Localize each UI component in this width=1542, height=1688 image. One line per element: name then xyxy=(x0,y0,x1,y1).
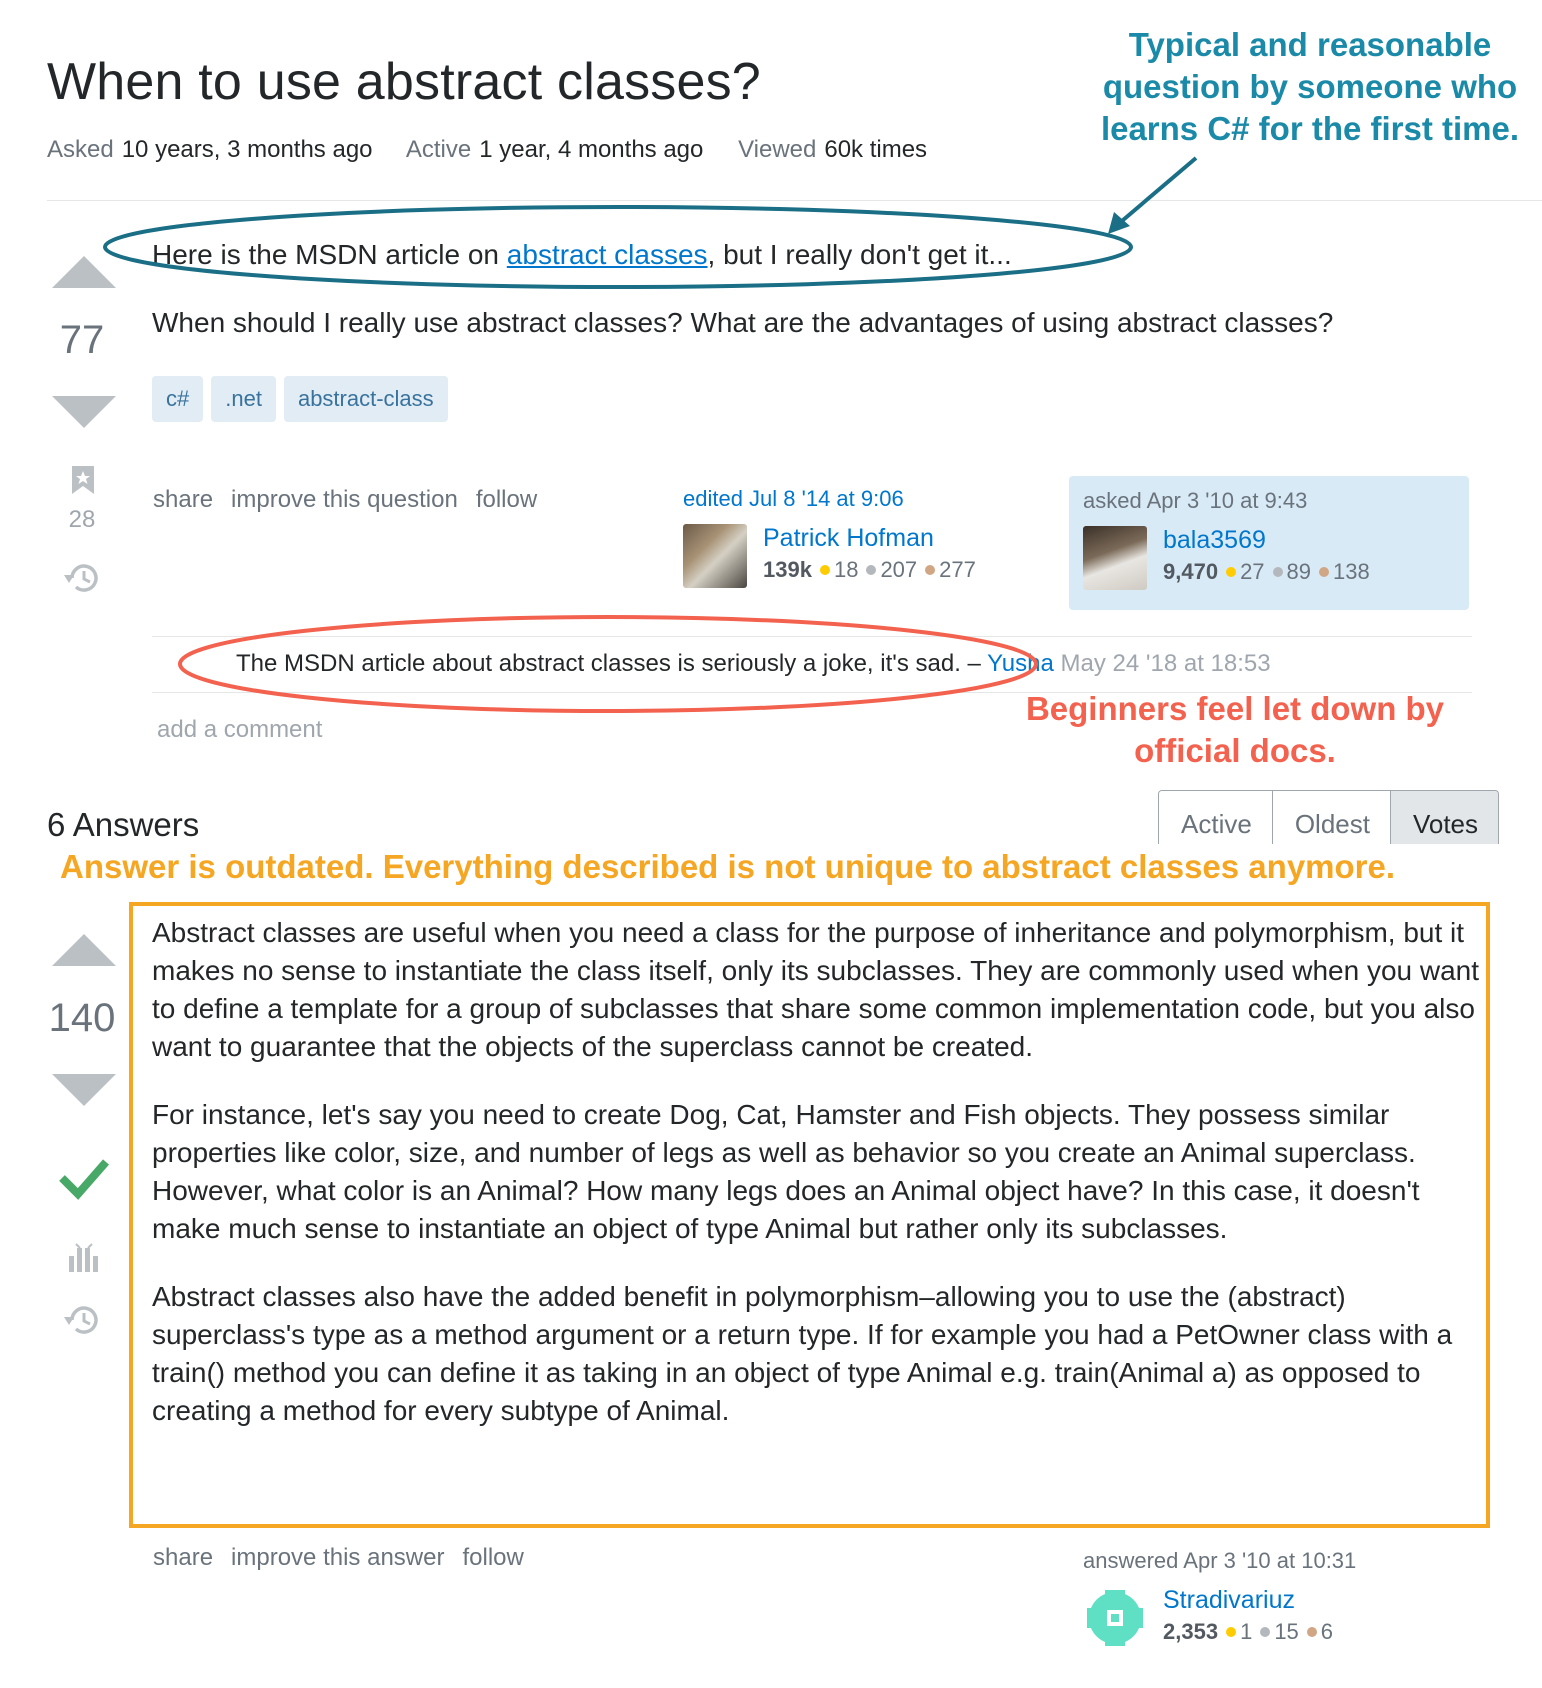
answer-paragraph: For instance, let's say you need to create Dog, Cat, Hamster and Fish objects. They possess similar properties like color, size, and number of legs as well as behavior so you create an Animal superclass. However, what color is an Animal? How many legs does an Animal object have? In this case, it doesn't make much sense to instantiate an object of type Animal but rather only its subclasses. xyxy=(152,1099,1420,1244)
asker-name[interactable]: bala3569 xyxy=(1163,526,1266,554)
editor-card xyxy=(683,486,1043,588)
annotation-orange: Answer is outdated. Everything described is not unique to abstract classes anymore. xyxy=(60,848,1396,885)
active-value[interactable]: 1 year, 4 months ago xyxy=(479,136,704,163)
answer-vote-count: 140 xyxy=(48,996,116,1040)
editor-name[interactable]: Patrick Hofman xyxy=(763,524,934,552)
silver-badge-icon xyxy=(866,565,876,575)
question-body-text: Here is the MSDN article on xyxy=(152,239,507,270)
history-icon[interactable] xyxy=(62,1302,102,1338)
question-meta xyxy=(47,136,955,164)
viewed-label: Viewed xyxy=(738,136,817,163)
answerer-rep: 2,353 xyxy=(1163,1619,1219,1644)
asker-gold: 27 xyxy=(1240,559,1265,584)
annotation-red: Beginners feel let down by official docs. xyxy=(1025,690,1445,769)
improve-answer-link[interactable]: improve this answer xyxy=(231,1544,445,1571)
comment-user[interactable]: Yusha xyxy=(987,650,1054,677)
checkmark-icon xyxy=(58,1154,110,1202)
editor-rep: 139k xyxy=(763,557,812,582)
answer-paragraph: Abstract classes also have the added benefit in polymorphism–allowing you to use the (abstract) superclass's type as a method argument or a return type. If for example you had a PetOwner class with a train() method you can define it as taking in an object of type Animal e.g. train(Animal a) as opposed to creating a method for every subtype of Animal. xyxy=(152,1281,1453,1426)
answer-sort-tabs xyxy=(1158,790,1499,844)
share-link[interactable]: share xyxy=(153,1544,214,1571)
comment-separator: – xyxy=(960,650,988,677)
editor-avatar[interactable] xyxy=(683,524,747,588)
answer-paragraph: Abstract classes are useful when you need a class for the purpose of inheritance and polymorphism, but it makes no sense to instantiate the class itself, only its subclasses. They are commonly used when you want to define a template for a group of subclasses that share some common implementation code, but you also want to guarantee that the objects of the superclass cannot be created. xyxy=(152,917,1480,1062)
answered-timestamp[interactable]: answered Apr 3 '10 at 10:31 xyxy=(1083,1548,1357,1573)
tag-dotnet[interactable]: .net xyxy=(211,376,276,422)
comment-text: The MSDN article about abstract classes is seriously a joke, it's sad. xyxy=(236,650,961,677)
editor-bronze: 277 xyxy=(939,557,976,582)
viewed-value: 60k times xyxy=(824,136,928,163)
answerer-silver: 15 xyxy=(1274,1619,1299,1644)
silver-badge-icon xyxy=(1260,1627,1270,1637)
answerer-gold: 1 xyxy=(1240,1619,1253,1644)
active-label: Active xyxy=(405,136,472,163)
answer-downvote-button[interactable] xyxy=(52,1074,116,1106)
bookmark-icon[interactable] xyxy=(70,464,96,496)
editor-reputation xyxy=(763,557,976,583)
tab-votes[interactable]: Votes xyxy=(1391,791,1498,844)
asker-card xyxy=(1069,476,1469,610)
answerer-name[interactable]: Stradivariuz xyxy=(1163,1586,1295,1614)
annotation-blue: Typical and reasonable question by someone who learns C# for the first time. xyxy=(1100,26,1520,147)
gold-badge-icon xyxy=(820,565,830,575)
history-icon[interactable] xyxy=(62,560,102,596)
gold-badge-icon xyxy=(1226,567,1236,577)
follow-link[interactable]: follow xyxy=(462,1544,524,1571)
tag-abstract-class[interactable]: abstract-class xyxy=(284,376,448,422)
answerer-reputation xyxy=(1163,1619,1333,1645)
share-link[interactable]: share xyxy=(153,486,214,513)
asker-avatar[interactable] xyxy=(1083,526,1147,590)
bronze-badge-icon xyxy=(925,565,935,575)
annotation-ellipse-blue xyxy=(98,200,1138,295)
answerer-bronze: 6 xyxy=(1320,1619,1334,1644)
asker-silver: 89 xyxy=(1286,559,1312,584)
bookmark-count: 28 xyxy=(68,506,96,533)
asked-label: Asked xyxy=(47,136,114,163)
follow-link[interactable]: follow xyxy=(475,486,538,513)
answer-upvote-button[interactable] xyxy=(52,934,116,966)
asker-bronze: 138 xyxy=(1333,559,1370,584)
question-title[interactable]: When to use abstract classes? xyxy=(47,53,761,111)
answerer-card xyxy=(1083,1548,1483,1650)
question-vote-count: 77 xyxy=(59,318,105,362)
asked-timestamp[interactable]: asked Apr 3 '10 at 9:43 xyxy=(1083,488,1308,513)
editor-gold: 18 xyxy=(833,557,859,582)
answers-count-header: 6 Answers xyxy=(47,806,200,843)
improve-question-link[interactable]: improve this question xyxy=(231,486,458,513)
asker-rep: 9,470 xyxy=(1163,559,1219,584)
bounty-award-icon[interactable] xyxy=(66,1240,104,1274)
question-body-line2: When should I really use abstract classes? What are the advantages of using abstract classes? xyxy=(152,307,1334,338)
question-body-text-end: , but I really don't get it... xyxy=(707,239,1012,270)
answerer-avatar[interactable] xyxy=(1083,1586,1147,1650)
edited-timestamp[interactable]: edited Jul 8 '14 at 9:06 xyxy=(683,486,904,511)
tab-active[interactable]: Active xyxy=(1159,791,1273,844)
bronze-badge-icon xyxy=(1307,1627,1317,1637)
question-downvote-button[interactable] xyxy=(52,396,116,428)
annotation-ellipse-red xyxy=(174,610,1044,720)
asked-value: 10 years, 3 months ago xyxy=(121,136,373,163)
comment-time[interactable]: May 24 '18 at 18:53 xyxy=(1060,650,1271,677)
answer-body xyxy=(152,914,1482,1430)
bronze-badge-icon xyxy=(1319,567,1329,577)
tag-csharp[interactable]: c# xyxy=(152,376,203,422)
gold-badge-icon xyxy=(1226,1627,1236,1637)
silver-badge-icon xyxy=(1273,567,1283,577)
add-comment-link[interactable]: add a comment xyxy=(157,716,323,743)
question-tags xyxy=(152,376,456,422)
asker-reputation xyxy=(1163,559,1370,585)
question-post-menu xyxy=(153,486,555,514)
abstract-classes-link[interactable]: abstract classes xyxy=(506,239,708,270)
editor-silver: 207 xyxy=(880,557,918,582)
answer-post-menu xyxy=(153,1544,542,1572)
tab-oldest[interactable]: Oldest xyxy=(1273,791,1391,844)
